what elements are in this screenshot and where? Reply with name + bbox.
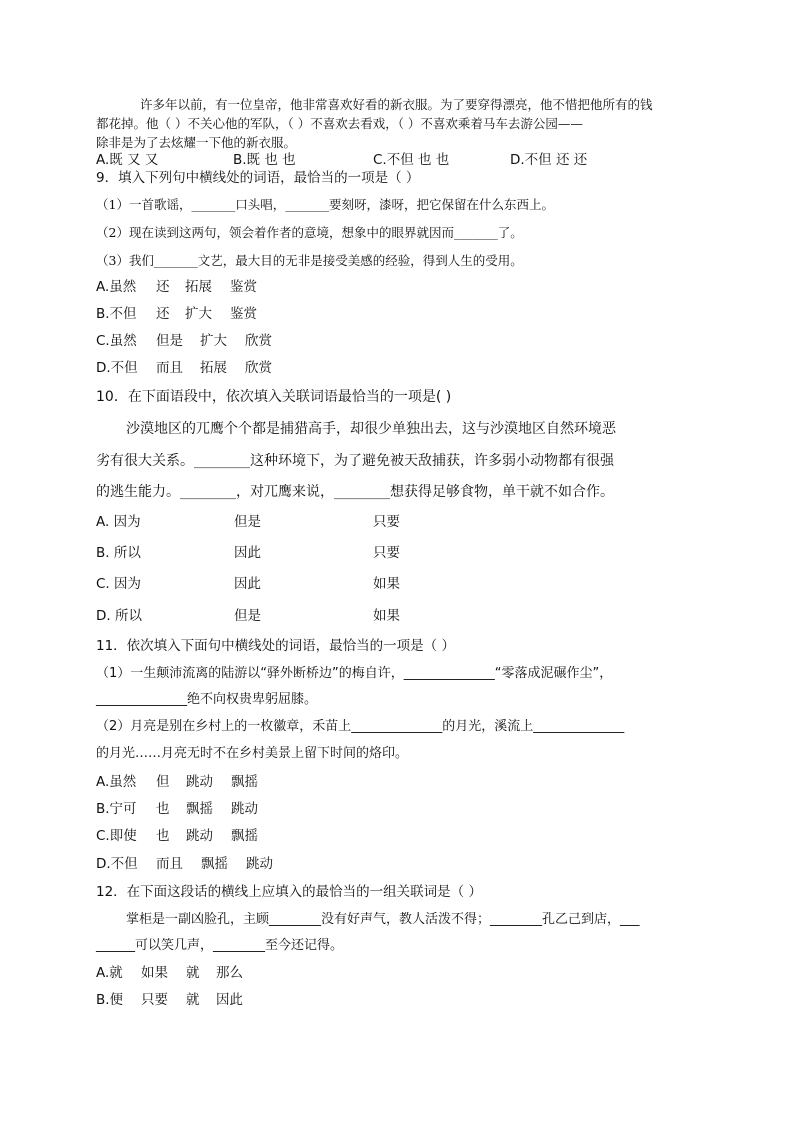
option-word: 鉴赏 bbox=[230, 306, 257, 322]
q9-sentence-1: （1）一首歌谣，_______口头唱，_______要刻呀，漆呀，把它保留在什么东西上。 bbox=[96, 197, 554, 212]
q12-passage-1: 掌柜是一副凶脸孔，主顾________没有好声气，教人活泼不得；________孔乙己到店，___ bbox=[126, 912, 640, 927]
option-word: 飘摇 bbox=[186, 801, 213, 817]
option-word: 跳动 bbox=[231, 801, 258, 817]
option-label: B.便 bbox=[96, 992, 124, 1008]
option-word: 如果 bbox=[373, 608, 400, 624]
option-word: 还 bbox=[156, 306, 170, 322]
option-word: 而且 bbox=[156, 360, 183, 376]
option-word: 如果 bbox=[141, 965, 168, 981]
option-label: D.不但 bbox=[96, 856, 138, 872]
option-word: 但是 bbox=[156, 333, 183, 349]
option-word: 但 bbox=[156, 774, 170, 790]
option-d: D.不但 还 还 bbox=[510, 152, 588, 168]
option-label: C. 因为 bbox=[96, 576, 142, 592]
option-word: 因此 bbox=[216, 992, 243, 1008]
option-word: 只要 bbox=[373, 514, 400, 530]
q11-sentence-1b: ______________绝不向权贵卑躬屈膝。 bbox=[96, 692, 318, 707]
option-word: 因此 bbox=[234, 545, 261, 561]
option-word: 而且 bbox=[156, 856, 183, 872]
q10-passage-1: 沙漠地区的兀鹰个个都是捕猎高手，却很少单独出去，这与沙漠地区自然环境恶 bbox=[126, 421, 616, 437]
option-b: B.既 也 也 bbox=[233, 152, 296, 168]
option-word: 就 bbox=[186, 965, 200, 981]
option-word: 但是 bbox=[234, 608, 261, 624]
q11-sentence-1a: （1）一生颠沛流离的陆游以“驿外断桥边”的梅自许，______________“零落成泥碾作尘”， bbox=[96, 666, 613, 681]
option-c: C.不但 也 也 bbox=[373, 152, 450, 168]
option-word: 拓展 bbox=[185, 279, 212, 295]
option-label: B. 所以 bbox=[96, 545, 141, 561]
option-label: B.不但 bbox=[96, 306, 137, 322]
option-word: 也 bbox=[156, 828, 170, 844]
option-word: 还 bbox=[156, 279, 170, 295]
intro-line-3: 除非是为了去炫耀一下他的新衣服。 bbox=[96, 135, 297, 150]
option-word: 飘摇 bbox=[201, 856, 228, 872]
option-word: 扩大 bbox=[200, 333, 227, 349]
option-word: 欣赏 bbox=[245, 360, 272, 376]
option-label: A. 因为 bbox=[96, 514, 141, 530]
option-word: 飘摇 bbox=[231, 774, 258, 790]
q10-title: 10．在下面语段中，依次填入关联词语最恰当的一项是( ) bbox=[96, 389, 452, 405]
q11-title: 11．依次填入下面句中横线处的词语，最恰当的一项是（ ） bbox=[96, 638, 455, 654]
option-word: 跳动 bbox=[186, 828, 213, 844]
option-word: 但是 bbox=[234, 514, 261, 530]
option-word: 因此 bbox=[234, 576, 261, 592]
option-word: 就 bbox=[186, 992, 200, 1008]
option-word: 如果 bbox=[373, 576, 400, 592]
q9-sentence-3: （3）我们_______文艺，最大目的无非是接受美感的经验，得到人生的受用。 bbox=[96, 253, 523, 268]
option-word: 拓展 bbox=[200, 360, 227, 376]
q12-passage-2: ______可以笑几声，________至今还记得。 bbox=[96, 938, 344, 953]
option-word: 只要 bbox=[373, 545, 400, 561]
q10-passage-2: 劣有很大关系。________这种环境下，为了避免被天敌捕获，许多弱小动物都有很强 bbox=[96, 453, 614, 469]
option-word: 跳动 bbox=[246, 856, 273, 872]
option-label: A.就 bbox=[96, 965, 123, 981]
q9-sentence-2: （2）现在读到这两句，领会着作者的意境，想象中的眼界就因而_______了。 bbox=[96, 225, 523, 240]
option-a: A.既 又 又 bbox=[96, 152, 159, 168]
q12-title: 12．在下面这段话的横线上应填入的最恰当的一组关联词是（ ） bbox=[96, 884, 482, 900]
option-word: 鉴赏 bbox=[230, 279, 257, 295]
intro-line-2: 都花掉。他（ ）不关心他的军队，（ ）不喜欢去看戏，（ ）不喜欢乘着马车去游公园—— bbox=[96, 116, 583, 131]
q11-sentence-2a: （2）月亮是别在乡村上的一枚徽章，禾苗上______________的月光，溪流上______________ bbox=[96, 719, 625, 734]
option-word: 扩大 bbox=[185, 306, 212, 322]
q11-sentence-2b: 的月光……月亮无时不在乡村美景上留下时间的烙印。 bbox=[96, 746, 409, 761]
option-label: D. 所以 bbox=[96, 608, 142, 624]
option-word: 欣赏 bbox=[245, 333, 272, 349]
q10-passage-3: 的逃生能力。________，对兀鹰来说，________想获得足够食物，单干就不如合作。 bbox=[96, 484, 614, 500]
q9-title: 9．填入下列句中横线处的词语，最恰当的一项是（ ） bbox=[96, 170, 420, 186]
option-label: B.宁可 bbox=[96, 801, 137, 817]
intro-line-1: 许多年以前，有一位皇帝，他非常喜欢好看的新衣服。为了要穿得漂亮，他不惜把他所有的钱 bbox=[140, 97, 653, 112]
option-label: C.即使 bbox=[96, 828, 137, 844]
option-word: 那么 bbox=[216, 965, 243, 981]
option-word: 跳动 bbox=[186, 774, 213, 790]
option-word: 只要 bbox=[141, 992, 168, 1008]
option-label: A.虽然 bbox=[96, 279, 137, 295]
option-label: D.不但 bbox=[96, 360, 138, 376]
option-label: A.虽然 bbox=[96, 774, 137, 790]
option-word: 也 bbox=[156, 801, 170, 817]
option-label: C.虽然 bbox=[96, 333, 137, 349]
option-word: 飘摇 bbox=[231, 828, 258, 844]
